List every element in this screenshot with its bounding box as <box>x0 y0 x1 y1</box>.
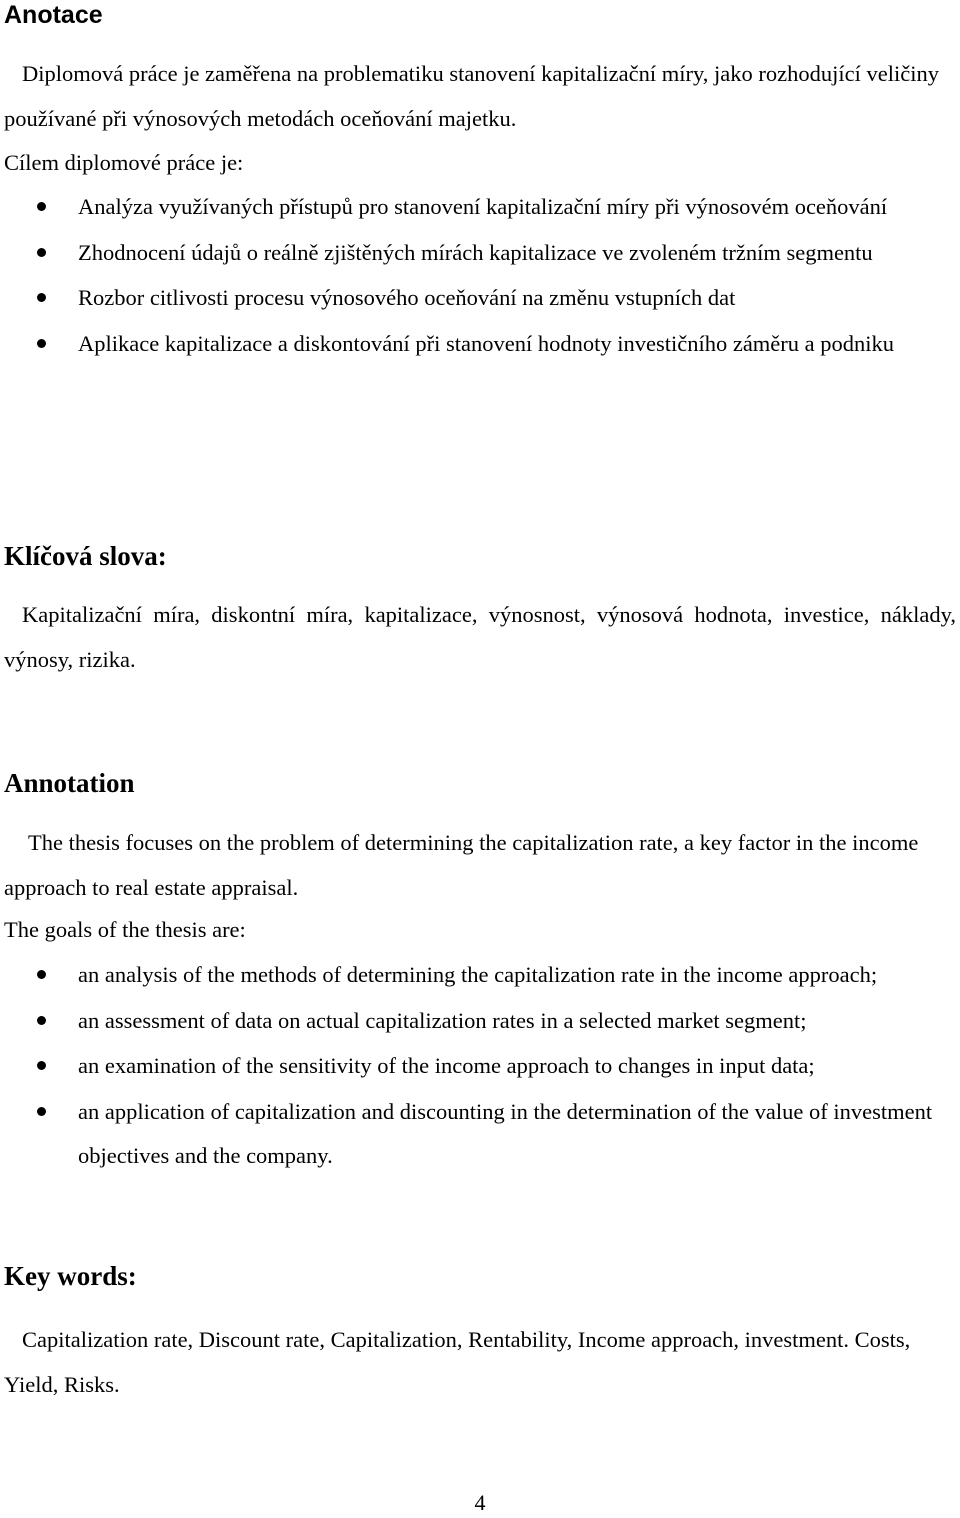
list-item <box>0 1090 940 1179</box>
czech-heading: Anotace <box>4 1 103 29</box>
english-goals-list <box>0 953 940 1180</box>
bullet-icon <box>37 1016 46 1025</box>
bullet-icon <box>37 202 46 211</box>
list-item <box>0 231 940 276</box>
page-number: 4 <box>474 1490 486 1515</box>
czech-intro: Diplomová práce je zaměřena na problematiku stanovení kapitalizační míry, jako rozhodující veličiny používané při výnosových metodách oceňování majetku. <box>4 61 939 131</box>
list-item-text: Zhodnocení údajů o reálně zjištěných mírách kapitalizace ve zvoleném tržním segmentu <box>78 239 873 265</box>
list-item-text: Aplikace kapitalizace a diskontování při stanovení hodnoty investičního záměru a podniku <box>78 330 895 356</box>
bullet-icon <box>37 1061 46 1070</box>
czech-keywords-heading: Klíčová slova: <box>4 541 167 571</box>
english-intro: The thesis focuses on the problem of determining the capitalization rate, a key factor in the income approach to real estate appraisal. <box>4 830 919 900</box>
list-item-text: Analýza využívaných přístupů pro stanovení kapitalizační míry při výnosovém oceňování <box>78 194 888 219</box>
bullet-icon <box>37 970 46 979</box>
list-item-text: an assessment of data on actual capitalization rates in a selected market segment; <box>78 1007 807 1033</box>
czech-goals-list <box>0 185 940 367</box>
list-item <box>0 999 940 1044</box>
list-item-text: an application of capitalization and discounting in the determination of the value of investment objectives and the company. <box>78 1098 933 1168</box>
list-item <box>0 1044 940 1089</box>
list-item-text: Rozbor citlivosti procesu výnosového oceňování na změnu vstupních dat <box>78 285 736 310</box>
list-item <box>0 185 940 230</box>
english-goals-lead: The goals of the thesis are: <box>4 917 246 942</box>
list-item-text: an analysis of the methods of determining the capitalization rate in the income approach; <box>78 962 878 987</box>
list-item <box>0 276 940 321</box>
english-heading: Annotation <box>4 768 135 798</box>
bullet-icon <box>37 1107 46 1116</box>
czech-keywords: Kapitalizační míra, diskontní míra, kapitalizace, výnosnost, výnosová hodnota, investice, náklady, výnosy, rizika. <box>4 602 956 672</box>
english-keywords-heading: Key words: <box>4 1261 137 1291</box>
english-keywords: Capitalization rate, Discount rate, Capitalization, Rentability, Income approach, investment. Costs, Yield, Risks. <box>4 1327 911 1397</box>
list-item-text: an examination of the sensitivity of the income approach to changes in input data; <box>78 1053 815 1078</box>
bullet-icon <box>37 293 46 302</box>
bullet-icon <box>37 339 46 348</box>
list-item <box>0 322 940 367</box>
czech-goals-lead: Cílem diplomové práce je: <box>4 150 244 175</box>
list-item <box>0 953 940 998</box>
bullet-icon <box>37 248 46 257</box>
